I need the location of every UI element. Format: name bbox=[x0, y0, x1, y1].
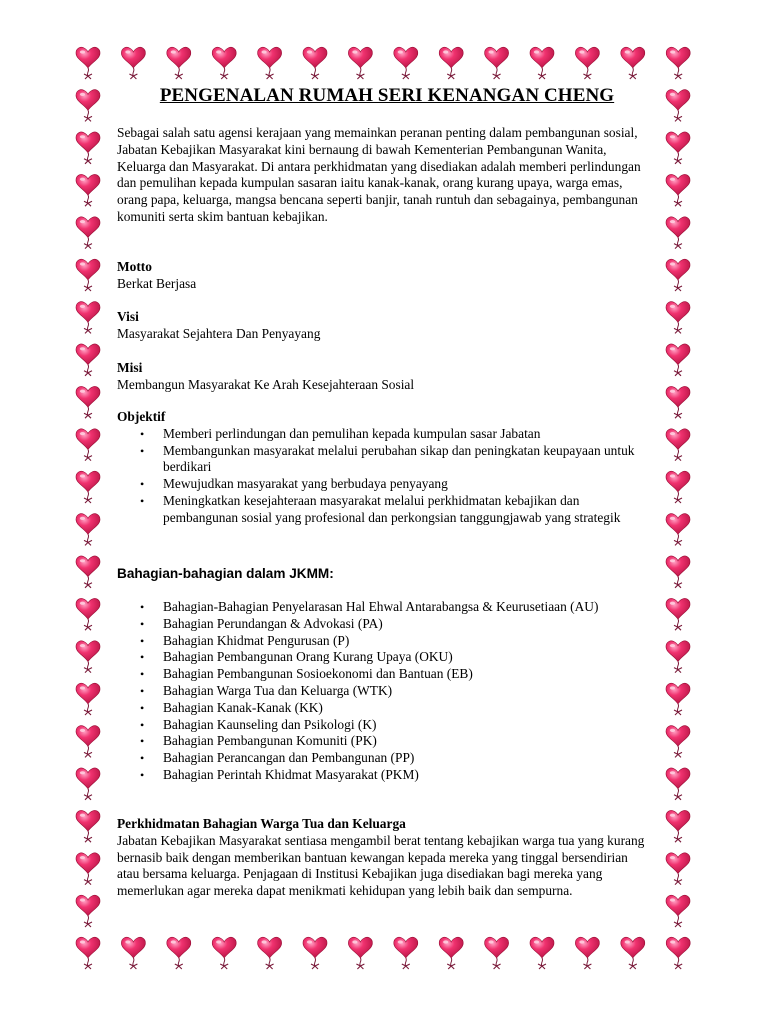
heart-balloon-icon bbox=[76, 47, 100, 79]
heart-balloon-icon bbox=[485, 47, 509, 79]
heart-balloon-icon bbox=[666, 853, 690, 885]
objektif-list bbox=[117, 426, 652, 527]
heart-balloon-icon bbox=[666, 895, 690, 927]
perkhidmatan-heading: Perkhidmatan Bahagian Warga Tua dan Keluarga bbox=[117, 816, 406, 831]
heart-balloon-icon bbox=[76, 810, 100, 842]
heart-balloon-icon bbox=[530, 937, 554, 969]
list-item: • Bahagian-Bahagian Penyelarasan Hal Ehwal Antarabangsa & Keurusetiaan (AU) bbox=[117, 599, 652, 616]
heart-balloon-icon bbox=[439, 47, 463, 79]
heart-balloon-icon bbox=[76, 302, 100, 334]
heart-balloon-icon bbox=[212, 937, 236, 969]
heart-balloon-icon bbox=[666, 217, 690, 249]
heart-balloon-icon bbox=[121, 937, 145, 969]
heart-balloon-icon bbox=[666, 768, 690, 800]
heart-balloon-icon bbox=[76, 937, 100, 969]
heart-balloon-icon bbox=[348, 47, 372, 79]
heart-balloon-icon bbox=[394, 47, 418, 79]
heart-balloon-icon bbox=[666, 174, 690, 206]
heart-balloon-icon bbox=[666, 514, 690, 546]
heart-balloon-icon bbox=[76, 344, 100, 376]
heart-balloon-icon bbox=[666, 344, 690, 376]
heart-balloon-icon bbox=[666, 386, 690, 418]
heart-balloon-icon bbox=[575, 47, 599, 79]
heart-balloon-icon bbox=[76, 895, 100, 927]
heart-balloon-icon bbox=[76, 726, 100, 758]
heart-balloon-icon bbox=[666, 641, 690, 673]
perkhidmatan-text: Jabatan Kebajikan Masyarakat sentiasa mengambil berat tentang kebajikan warga tua yang kurang bernasib baik dengan memberikan bantuan kewangan kepada mereka yang tinggal bersendirian atau bersama keluarga. Penjagaan di Institusi Kebajikan juga disediakan bagi mereka yang memerlukan agar mereka dapat menikmati kehidupan yang lebih baik dan sempurna. bbox=[117, 832, 645, 899]
heart-balloon-icon bbox=[666, 90, 690, 122]
heart-balloon-icon bbox=[439, 937, 463, 969]
heart-balloon-icon bbox=[76, 853, 100, 885]
heart-balloon-icon bbox=[303, 47, 327, 79]
objektif-heading: Objektif bbox=[117, 409, 166, 424]
list-item: • Bahagian Kaunseling dan Psikologi (K) bbox=[117, 717, 652, 734]
heart-balloon-icon bbox=[666, 302, 690, 334]
list-item: • Bahagian Pembangunan Komuniti (PK) bbox=[117, 733, 652, 750]
heart-balloon-icon bbox=[167, 937, 191, 969]
heart-balloon-icon bbox=[575, 937, 599, 969]
list-item: • Bahagian Pembangunan Orang Kurang Upaya (OKU) bbox=[117, 649, 652, 666]
misi-heading: Misi bbox=[117, 360, 143, 375]
heart-balloon-icon bbox=[666, 429, 690, 461]
list-item: • Membangunkan masyarakat melalui perubahan sikap dan peningkatan keupayaan untuk berdikari bbox=[117, 443, 652, 477]
heart-balloon-icon bbox=[76, 217, 100, 249]
perkhidmatan-section bbox=[117, 816, 652, 900]
heart-balloon-icon bbox=[666, 937, 690, 969]
heart-balloon-icon bbox=[394, 937, 418, 969]
motto-section bbox=[117, 259, 652, 293]
bahagian-list bbox=[117, 599, 652, 784]
heart-balloon-icon bbox=[212, 47, 236, 79]
motto-text: Berkat Berjasa bbox=[117, 275, 197, 291]
heart-balloon-icon bbox=[76, 429, 100, 461]
heart-balloon-icon bbox=[666, 259, 690, 291]
heart-balloon-icon bbox=[76, 386, 100, 418]
list-item: • Bahagian Khidmat Pengurusan (P) bbox=[117, 633, 652, 650]
list-item: • Bahagian Pembangunan Sosioekonomi dan Bantuan (EB) bbox=[117, 666, 652, 683]
heart-balloon-icon bbox=[621, 47, 645, 79]
heart-balloon-icon bbox=[167, 47, 191, 79]
page-title: PENGENALAN RUMAH SERI KENANGAN CHENG bbox=[159, 85, 615, 106]
heart-balloon-icon bbox=[76, 556, 100, 588]
heart-balloon-icon bbox=[76, 259, 100, 291]
heart-balloon-icon bbox=[76, 471, 100, 503]
heart-balloon-icon bbox=[76, 514, 100, 546]
list-item: • Bahagian Perintah Khidmat Masyarakat (PKM) bbox=[117, 767, 652, 784]
misi-section bbox=[117, 360, 652, 394]
heart-balloon-icon bbox=[666, 556, 690, 588]
heart-balloon-icon bbox=[76, 683, 100, 715]
visi-heading: Visi bbox=[117, 309, 139, 324]
list-item: • Bahagian Perundangan & Advokasi (PA) bbox=[117, 616, 652, 633]
heart-balloon-icon bbox=[666, 810, 690, 842]
misi-text: Membangun Masyarakat Ke Arah Kesejahteraan Sosial bbox=[117, 376, 415, 392]
list-item: • Bahagian Perancangan dan Pembangunan (PP) bbox=[117, 750, 652, 767]
heart-balloon-icon bbox=[666, 683, 690, 715]
visi-section bbox=[117, 309, 652, 343]
objektif-section bbox=[117, 409, 652, 527]
heart-balloon-icon bbox=[76, 174, 100, 206]
list-item: • Bahagian Kanak-Kanak (KK) bbox=[117, 700, 652, 717]
motto-heading: Motto bbox=[117, 259, 152, 274]
heart-balloon-icon bbox=[485, 937, 509, 969]
heart-balloon-icon bbox=[666, 598, 690, 630]
heart-balloon-icon bbox=[666, 132, 690, 164]
list-item: • Bahagian Warga Tua dan Keluarga (WTK) bbox=[117, 683, 652, 700]
heart-balloon-icon bbox=[348, 937, 372, 969]
heart-balloon-icon bbox=[76, 598, 100, 630]
list-item: • Meningkatkan kesejahteraan masyarakat melalui perkhidmatan kebajikan dan pembangunan sosial yang profesional dan perkongsian tanggungjawab yang strategik bbox=[117, 493, 652, 527]
heart-balloon-icon bbox=[76, 90, 100, 122]
heart-balloon-icon bbox=[621, 937, 645, 969]
heart-balloon-icon bbox=[258, 47, 282, 79]
heart-balloon-icon bbox=[258, 937, 282, 969]
intro-paragraph: Sebagai salah satu agensi kerajaan yang memainkan peranan penting dalam pembangunan sosial, Jabatan Kebajikan Masyarakat kini bernaung di bawah Kementerian Pembangunan Wanita, Keluarga dan Masyarakat. Di antara perkhidmatan yang disediakan adalah memberi perlindungan dan pemulihan kepada kumpulan sasaran iaitu kanak-kanak, orang kurang upaya, warga emas, orang papa, keluarga, mangsa bencana seperti banjir, tanah runtuh dan sebagainya, pembangunan komuniti serta skim bantuan kebajikan. bbox=[117, 125, 641, 224]
list-item: • Mewujudkan masyarakat yang berbudaya penyayang bbox=[117, 476, 652, 493]
heart-balloon-icon bbox=[76, 132, 100, 164]
heart-balloon-icon bbox=[666, 471, 690, 503]
heart-balloon-icon bbox=[530, 47, 554, 79]
visi-text: Masyarakat Sejahtera Dan Penyayang bbox=[117, 325, 321, 341]
list-item: • Memberi perlindungan dan pemulihan kepada kumpulan sasar Jabatan bbox=[117, 426, 652, 443]
heart-balloon-icon bbox=[76, 768, 100, 800]
heart-balloon-icon bbox=[666, 47, 690, 79]
heart-balloon-icon bbox=[666, 726, 690, 758]
heart-balloon-icon bbox=[121, 47, 145, 79]
heart-balloon-icon bbox=[76, 641, 100, 673]
bahagian-heading: Bahagian-bahagian dalam JKMM: bbox=[117, 566, 334, 581]
heart-balloon-icon bbox=[303, 937, 327, 969]
